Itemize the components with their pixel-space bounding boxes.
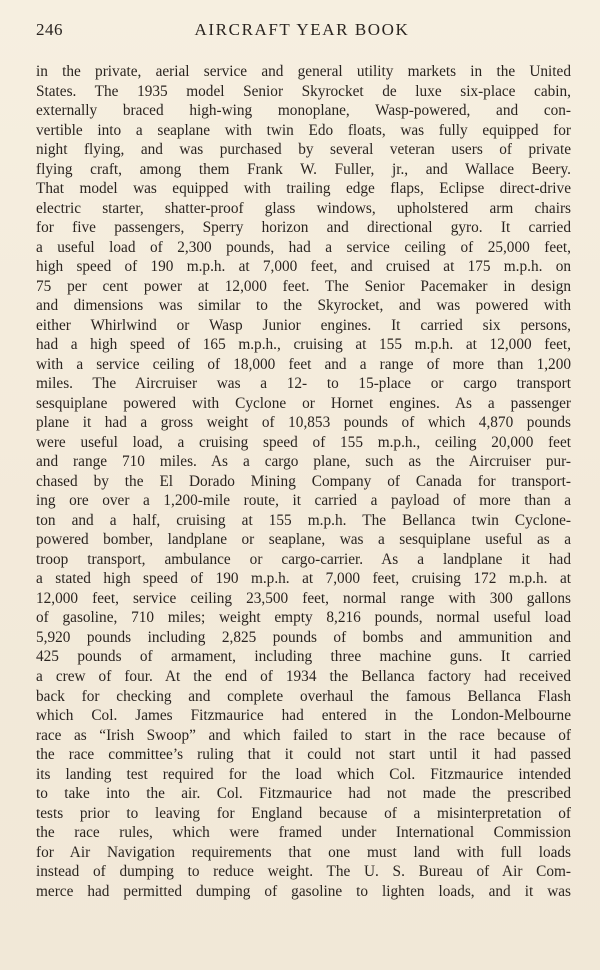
text-line: sesquiplane powered with Cyclone or Hornet engines. As a passenger bbox=[36, 394, 571, 412]
text-line: 75 per cent power at 12,000 feet. The Senior Pacemaker in design bbox=[36, 277, 571, 295]
text-line: its landing test required for the load which Col. Fitzmaurice intended bbox=[36, 765, 571, 783]
text-line: the race rules, which were framed under International Commission bbox=[36, 824, 571, 842]
running-header bbox=[36, 20, 568, 46]
text-line: for Air Navigation requirements that one must land with full loads bbox=[36, 843, 571, 861]
text-line: either Whirlwind or Wasp Junior engines. It carried six persons, bbox=[36, 316, 571, 334]
text-line: a useful load of 2,300 pounds, had a service ceiling of 25,000 feet, bbox=[36, 238, 571, 256]
text-line: of gasoline, 710 miles; weight empty 8,216 pounds, normal useful load bbox=[36, 609, 571, 627]
text-line: for five passengers, Sperry horizon and directional gyro. It carried bbox=[36, 219, 571, 237]
text-line: to take into the air. Col. Fitzmaurice had not made the prescribed bbox=[36, 785, 571, 803]
text-line: back for checking and complete overhaul the famous Bellanca Flash bbox=[36, 687, 571, 705]
text-line: tests prior to leaving for England because of a misinterpretation of bbox=[36, 804, 571, 822]
text-line: States. The 1935 model Senior Skyrocket de luxe six-place cabin, bbox=[36, 82, 571, 100]
text-line: miles. The Aircruiser was a 12- to 15-place or cargo transport bbox=[36, 375, 571, 393]
body-text bbox=[36, 62, 571, 901]
text-line: were useful load, a cruising speed of 155 m.p.h., ceiling 20,000 feet bbox=[36, 433, 571, 451]
text-line: night flying, and was purchased by several veteran users of private bbox=[36, 141, 571, 159]
text-line: powered bomber, landplane or seaplane, was a sesquiplane useful as a bbox=[36, 531, 571, 549]
text-line: a stated high speed of 190 m.p.h. at 7,000 feet, cruising 172 m.p.h. at bbox=[36, 570, 571, 588]
text-line: chased by the El Dorado Mining Company of Canada for transport- bbox=[36, 472, 571, 490]
text-line: ton and a half, cruising at 155 m.p.h. The Bellanca twin Cyclone- bbox=[36, 511, 571, 529]
page-number: 246 bbox=[36, 20, 63, 39]
text-line: high speed of 190 m.p.h. at 7,000 feet, and cruised at 175 m.p.h. on bbox=[36, 258, 571, 276]
text-line: That model was equipped with trailing edge flaps, Eclipse direct-drive bbox=[36, 180, 571, 198]
text-line: instead of dumping to reduce weight. The U. S. Bureau of Air Com- bbox=[36, 863, 571, 881]
text-line: had a high speed of 165 m.p.h., cruising at 155 m.p.h. at 12,000 feet, bbox=[36, 336, 571, 354]
text-line: with a service ceiling of 18,000 feet and a range of more than 1,200 bbox=[36, 355, 571, 373]
text-line: flying craft, among them Frank W. Fuller, jr., and Wallace Beery. bbox=[36, 160, 571, 178]
text-line: ing ore over a 1,200-mile route, it carried a payload of more than a bbox=[36, 492, 571, 510]
text-line: merce had permitted dumping of gasoline to lighten loads, and it was bbox=[36, 882, 571, 900]
text-line: 425 pounds of armament, including three machine guns. It carried bbox=[36, 648, 571, 666]
text-line: 12,000 feet, service ceiling 23,500 feet, normal range with 300 gallons bbox=[36, 589, 571, 607]
text-line: the race committee’s ruling that it could not start until it had passed bbox=[36, 746, 571, 764]
text-line: troop transport, ambulance or cargo-carrier. As a landplane it had bbox=[36, 550, 571, 568]
text-line: in the private, aerial service and general utility markets in the United bbox=[36, 63, 571, 80]
text-line: plane it had a gross weight of 10,853 pounds of which 4,870 pounds bbox=[36, 414, 571, 432]
running-title: AIRCRAFT YEAR BOOK bbox=[194, 20, 410, 39]
text-line: and range 710 miles. As a cargo plane, such as the Aircruiser pur- bbox=[36, 453, 571, 471]
text-line: 5,920 pounds including 2,825 pounds of bombs and ammunition and bbox=[36, 628, 571, 646]
text-line: race as “Irish Swoop” and which failed to start in the race because of bbox=[36, 726, 571, 744]
text-line: externally braced high-wing monoplane, Wasp-powered, and con- bbox=[36, 102, 571, 120]
text-line: and dimensions was similar to the Skyrocket, and was powered with bbox=[36, 297, 571, 315]
text-line: vertible into a seaplane with twin Edo floats, was fully equipped for bbox=[36, 121, 571, 139]
text-line: a crew of four. At the end of 1934 the Bellanca factory had received bbox=[36, 667, 571, 685]
text-line: electric starter, shatter-proof glass windows, upholstered arm chairs bbox=[36, 199, 571, 217]
text-line: which Col. James Fitzmaurice had entered in the London-Melbourne bbox=[36, 707, 571, 725]
